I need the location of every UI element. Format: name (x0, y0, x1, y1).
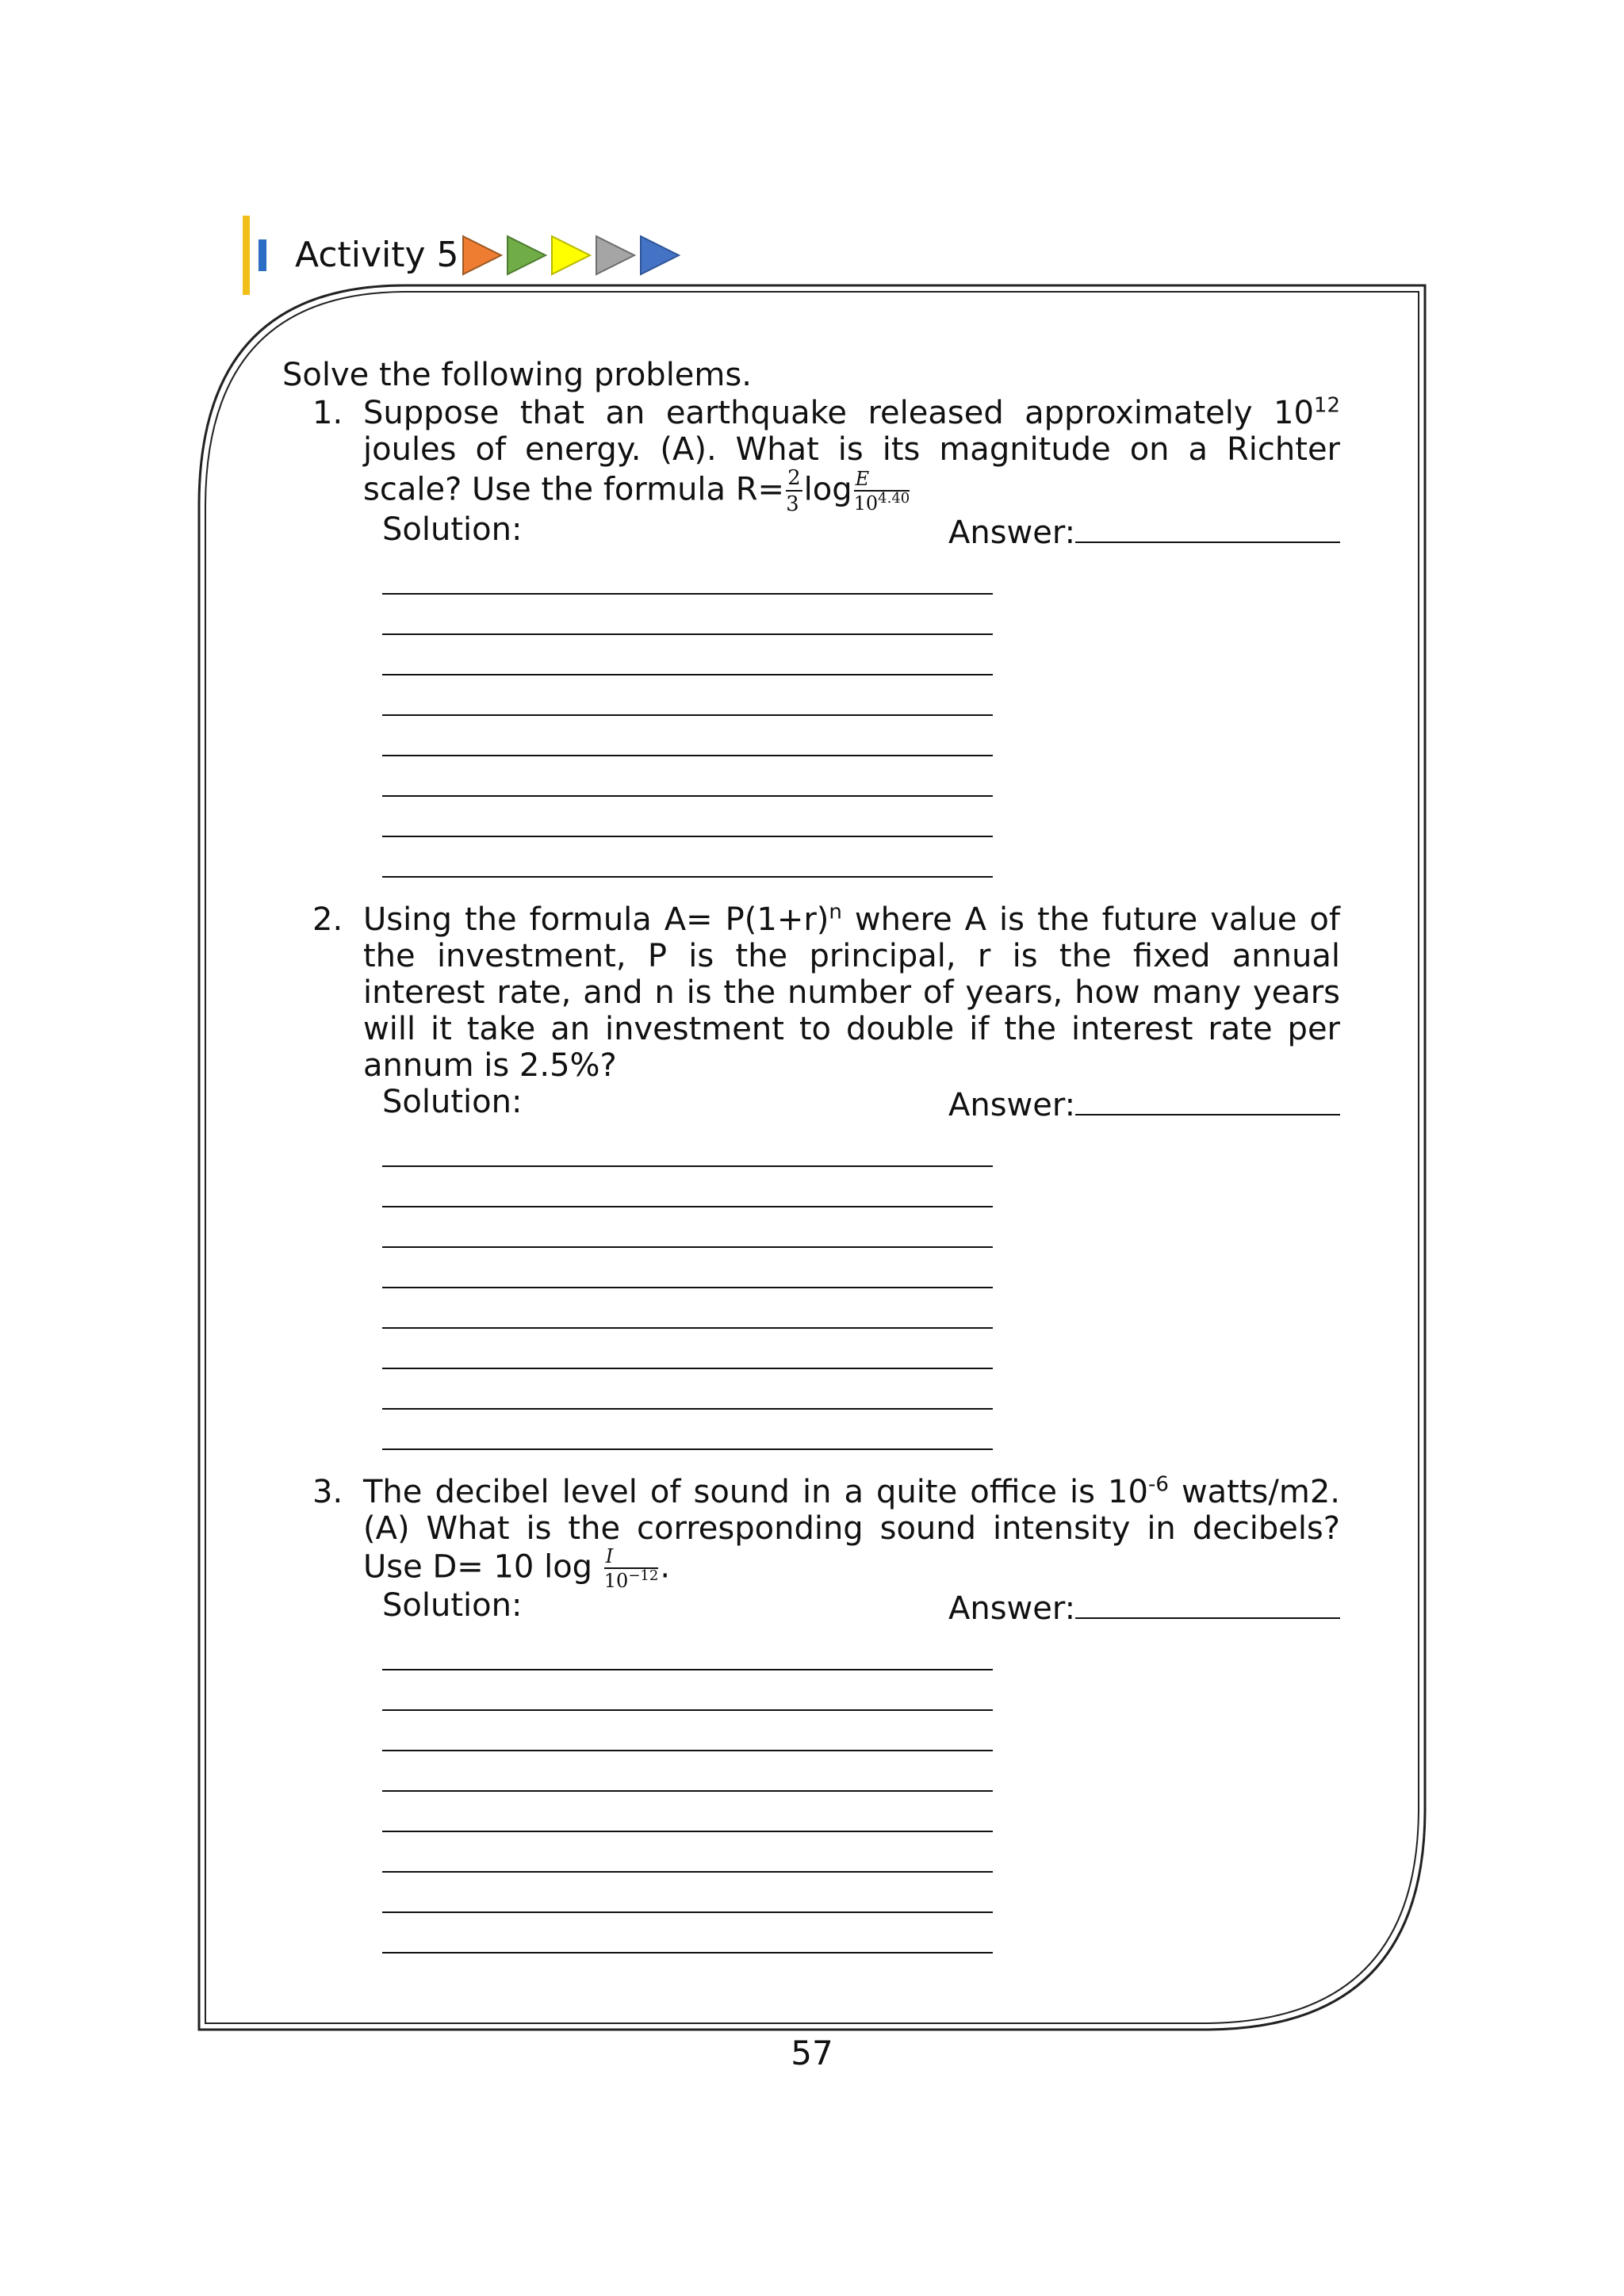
problem-text: The decibel level of sound in a quite office is $10^{-6}$ watts/m2. (A) What is the corresponding sound intensity in decibels? Use D= 10 log $\frac{I}{10^{-12}}$ . (363, 1472, 1340, 1592)
problem-text: Using the formula $A= P(1+r)^n$ where A is the future value of the investment, P is the principal, r is the fixed annual interest rate, and n is the number of years, how many years will it take an investment to double if the interest rate per annum is 2.5%? (363, 900, 1340, 1084)
fraction-intensity: $\frac{I}{10^{-12}}$ (603, 1545, 659, 1592)
activity-header (243, 216, 798, 295)
arrow-decoration (462, 233, 691, 277)
instructions: Solve the following problems. (282, 357, 752, 393)
solution-label: Solution: (382, 511, 523, 548)
problem-number: 3. (312, 1474, 343, 1510)
problem-2 (282, 901, 1340, 1450)
activity-title: Activity 5 (295, 235, 459, 275)
problem-text: Suppose that an earthquake released approximately $10^{12}$ joules of energy. (A). What is its magnitude on a Richter scale? Use the formula R= $\frac{2}{3}$ log $\frac{E}{10^{4.40}}$ (363, 393, 1340, 516)
arrow-yellow-icon (552, 236, 590, 274)
problem-1 (282, 395, 1340, 878)
solution-label: Solution: (382, 1587, 523, 1624)
page-number: 57 (791, 2034, 833, 2072)
answer-field[interactable]: Answer: (948, 511, 1340, 551)
solution-label: Solution: (382, 1084, 523, 1120)
answer-field[interactable]: Answer: (948, 1587, 1340, 1627)
worksheet-content (282, 357, 1340, 1954)
arrow-orange-icon (463, 236, 501, 274)
arrow-blue-icon (641, 236, 679, 274)
answer-field[interactable]: Answer: (948, 1084, 1340, 1123)
arrow-gray-icon (596, 236, 634, 274)
solution-lines[interactable] (382, 1630, 993, 1954)
solution-lines[interactable] (382, 1127, 993, 1450)
header-accent-bar-blue (259, 239, 266, 271)
problem-number: 2. (312, 901, 343, 938)
arrow-green-icon (508, 236, 546, 274)
header-accent-bar (243, 216, 250, 295)
fraction-two-thirds: $\frac{2}{3}$ (786, 466, 801, 516)
solution-lines[interactable] (382, 554, 993, 878)
problem-number: 1. (312, 395, 343, 431)
fraction-energy: $\frac{E}{10^{4.40}}$ (853, 468, 910, 515)
problem-3 (282, 1474, 1340, 1954)
